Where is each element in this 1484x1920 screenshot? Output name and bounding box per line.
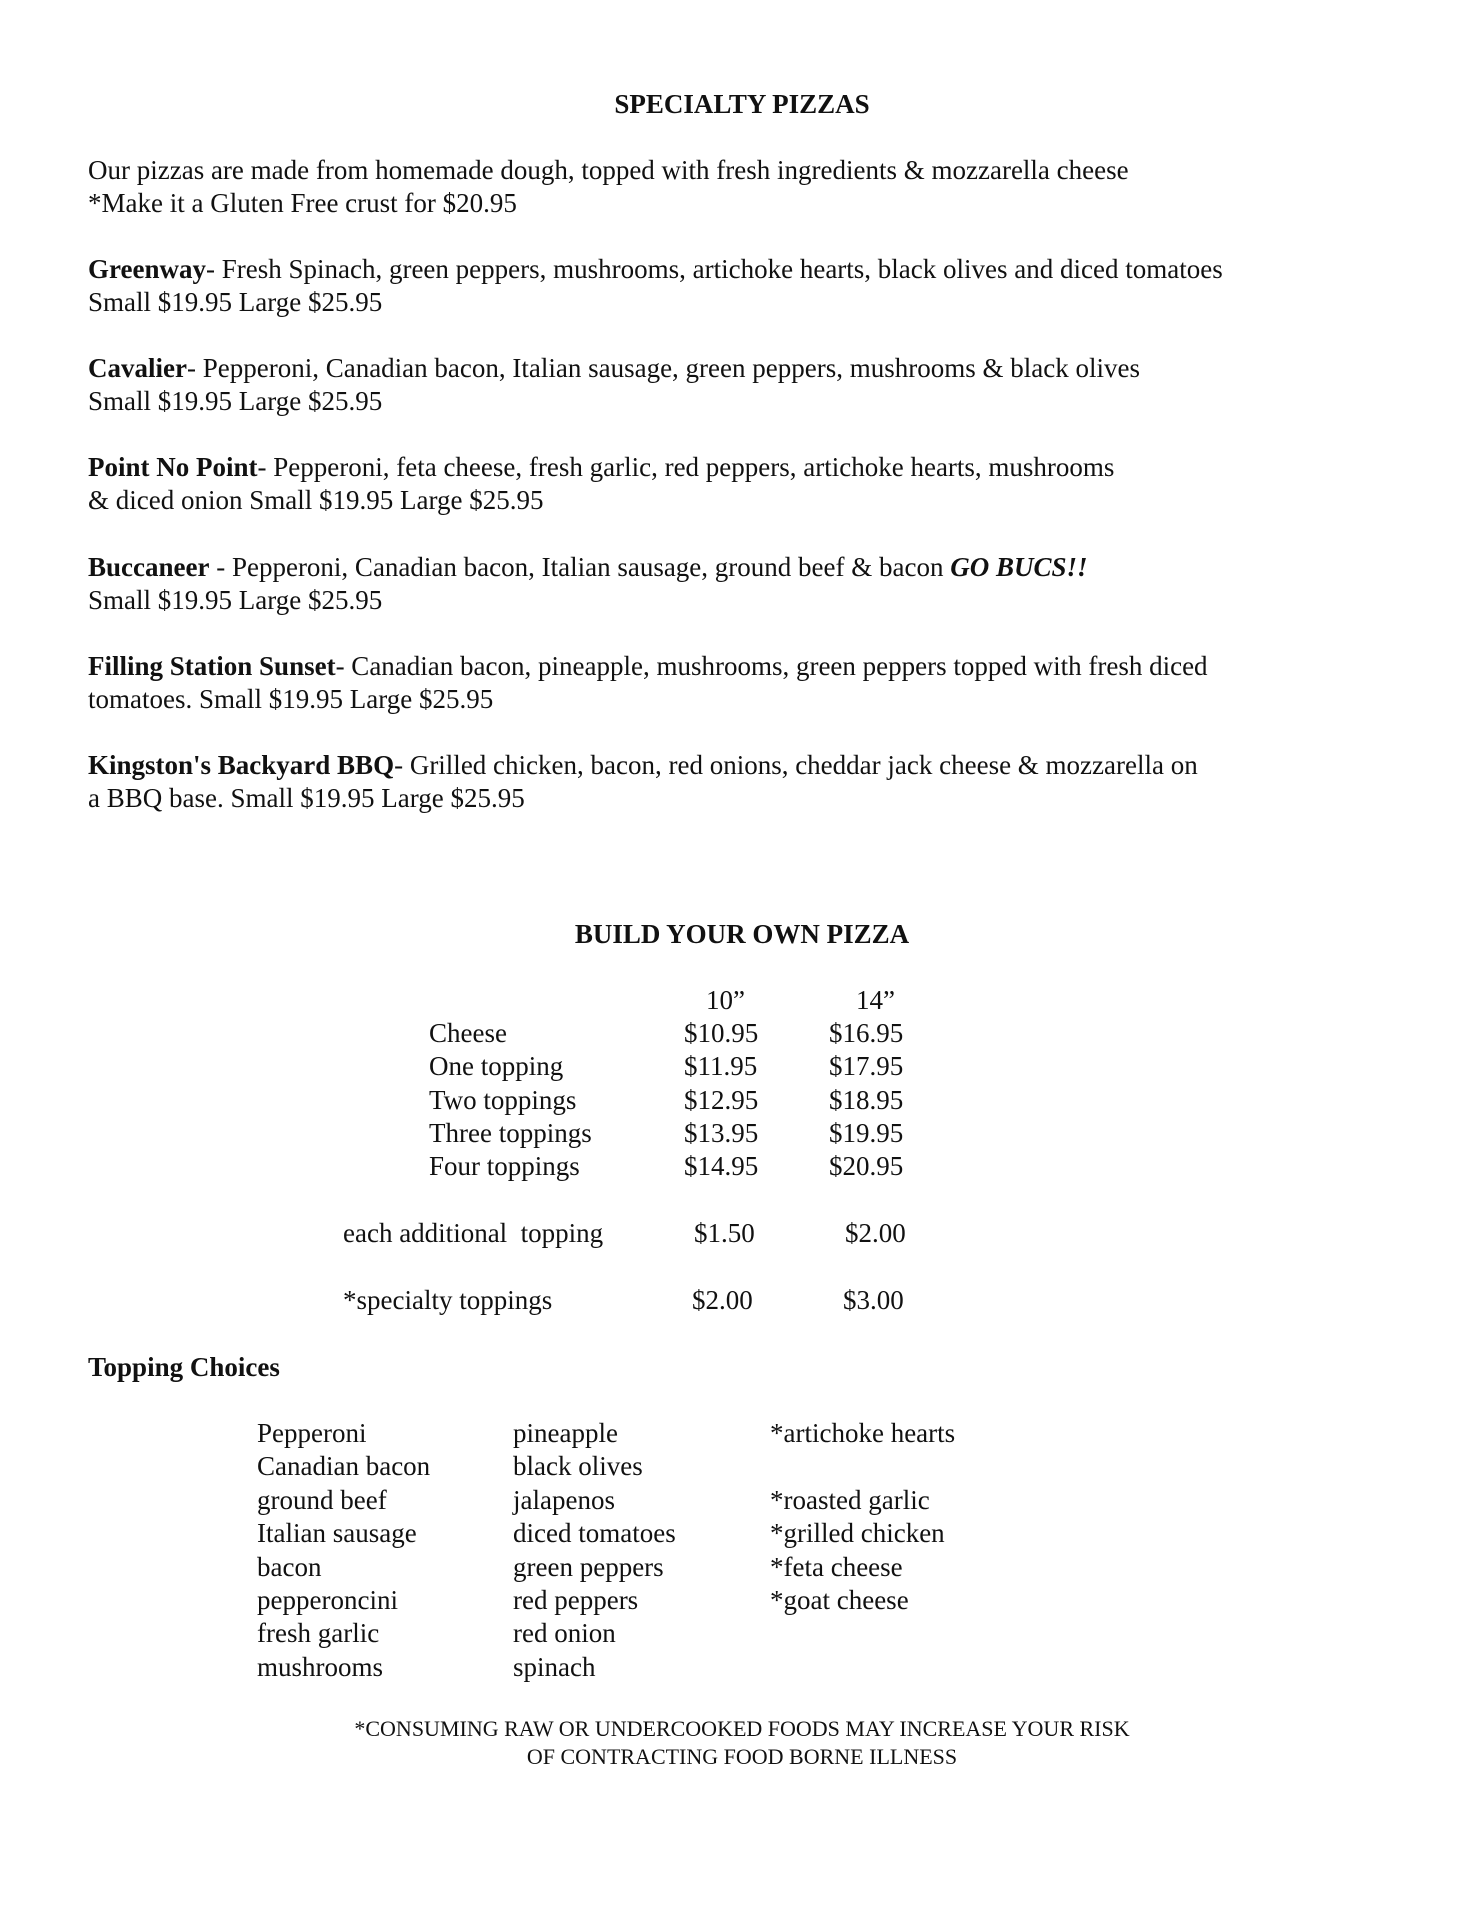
gluten-free-note: *Make it a Gluten Free crust for $20.95 xyxy=(88,188,517,218)
specialty-intro xyxy=(88,154,1408,220)
pizza-desc-line xyxy=(88,451,1408,484)
pizza-buccaneer xyxy=(88,551,1408,617)
food-safety-disclaimer xyxy=(0,1715,1484,1771)
price-row xyxy=(0,1117,1484,1150)
size-header-row xyxy=(0,984,1484,1017)
topping-item: green peppers xyxy=(513,1551,664,1582)
pizza-name: Buccaneer xyxy=(88,552,210,582)
pizza-description: - Fresh Spinach, green peppers, mushrooms, artichoke hearts, black olives and diced tomatoes xyxy=(205,254,1223,284)
pizza-name: Kingston's Backyard BBQ xyxy=(88,750,395,780)
pizza-filling-station-sunset xyxy=(88,650,1408,716)
topping-item: pepperoncini xyxy=(257,1585,398,1616)
price-small: $13.95 xyxy=(684,1118,759,1148)
pizza-desc-line xyxy=(88,253,1408,286)
topping-spacer xyxy=(770,1450,955,1483)
pizza-cavalier xyxy=(88,352,1408,418)
pizza-price: a BBQ base. Small $19.95 Large $25.95 xyxy=(88,783,525,813)
price-large: $16.95 xyxy=(829,1018,904,1048)
price-row-label: Three toppings xyxy=(429,1118,592,1148)
topping-item: *feta cheese xyxy=(770,1551,903,1582)
additional-price-large: $2.00 xyxy=(845,1218,906,1248)
build-your-own-title: BUILD YOUR OWN PIZZA xyxy=(574,919,910,949)
price-large: $19.95 xyxy=(829,1118,904,1148)
toppings-column-veggies xyxy=(513,1417,676,1684)
topping-item: *artichoke hearts xyxy=(770,1418,956,1448)
pizza-desc-line xyxy=(88,650,1408,683)
pizza-name: Greenway xyxy=(88,254,206,284)
pizza-description: - Pepperoni, Canadian bacon, Italian sausage, ground beef & bacon xyxy=(209,552,951,582)
specialty-price-large: $3.00 xyxy=(843,1285,904,1315)
topping-item: ground beef xyxy=(257,1484,387,1515)
price-row-label: One topping xyxy=(429,1051,564,1081)
topping-item: Italian sausage xyxy=(257,1518,417,1549)
topping-item: spinach xyxy=(513,1651,596,1682)
pizza-description: - Grilled chicken, bacon, red onions, cheddar jack cheese & mozzarella on xyxy=(394,750,1198,780)
size-large-header: 14” xyxy=(856,985,895,1015)
pizza-slogan: GO BUCS!! xyxy=(950,552,1088,582)
pizza-desc-line xyxy=(88,749,1408,782)
disclaimer-line: *CONSUMING RAW OR UNDERCOOKED FOODS MAY INCREASE YOUR RISK xyxy=(354,1716,1130,1741)
pizza-desc-line xyxy=(88,551,1408,584)
price-row xyxy=(0,1084,1484,1117)
topping-item: *goat cheese xyxy=(770,1585,909,1616)
additional-price-small: $1.50 xyxy=(694,1218,755,1248)
topping-item: red onion xyxy=(513,1618,616,1649)
pizza-price: tomatoes. Small $19.95 Large $25.95 xyxy=(88,684,494,714)
pizza-price: Small $19.95 Large $25.95 xyxy=(88,386,383,416)
pizza-kingstons-backyard-bbq xyxy=(88,749,1408,815)
pizza-description: - Pepperoni, feta cheese, fresh garlic, red peppers, artichoke hearts, mushrooms xyxy=(257,452,1115,482)
topping-item: Pepperoni xyxy=(257,1418,367,1448)
topping-item: fresh garlic xyxy=(257,1618,380,1649)
pizza-name: Filling Station Sunset xyxy=(88,651,336,681)
topping-item: black olives xyxy=(513,1451,643,1482)
additional-topping-row xyxy=(0,1217,1484,1250)
pizza-description: - Canadian bacon, pineapple, mushrooms, green peppers topped with fresh diced xyxy=(335,651,1208,681)
topping-item: bacon xyxy=(257,1551,322,1582)
topping-item: jalapenos xyxy=(513,1484,615,1515)
toppings-column-meats xyxy=(257,1417,430,1684)
price-small: $14.95 xyxy=(684,1151,759,1181)
price-small: $11.95 xyxy=(684,1051,758,1081)
pizza-price: & diced onion Small $19.95 Large $25.95 xyxy=(88,485,544,515)
toppings-column-specialty xyxy=(770,1417,955,1617)
disclaimer-line: OF CONTRACTING FOOD BORNE ILLNESS xyxy=(526,1744,958,1769)
additional-topping-label: each additional topping xyxy=(343,1218,604,1248)
pizza-point-no-point xyxy=(88,451,1408,517)
pizza-greenway xyxy=(88,253,1408,319)
pizza-description: - Pepperoni, Canadian bacon, Italian sausage, green peppers, mushrooms & black olives xyxy=(186,353,1140,383)
price-large: $17.95 xyxy=(829,1051,904,1081)
price-large: $20.95 xyxy=(829,1151,904,1181)
price-row-label: Four toppings xyxy=(429,1151,580,1181)
price-row xyxy=(0,1050,1484,1083)
specialty-topping-row xyxy=(0,1284,1484,1317)
size-small-header: 10” xyxy=(706,985,745,1015)
price-row xyxy=(0,1017,1484,1050)
pizza-price: Small $19.95 Large $25.95 xyxy=(88,287,383,317)
pizza-desc-line xyxy=(88,352,1408,385)
price-row-label: Cheese xyxy=(429,1018,507,1048)
specialty-price-small: $2.00 xyxy=(692,1285,753,1315)
specialty-topping-label: *specialty toppings xyxy=(343,1285,553,1315)
topping-choices-title: Topping Choices xyxy=(88,1352,280,1382)
topping-item: *roasted garlic xyxy=(770,1484,930,1515)
intro-line: Our pizzas are made from homemade dough, topped with fresh ingredients & mozzarella cheese xyxy=(88,155,1129,185)
topping-item: diced tomatoes xyxy=(513,1518,676,1549)
price-large: $18.95 xyxy=(829,1085,904,1115)
specialty-pizzas-title: SPECIALTY PIZZAS xyxy=(614,89,870,119)
pizza-name: Point No Point xyxy=(88,452,258,482)
price-small: $10.95 xyxy=(684,1018,759,1048)
price-row xyxy=(0,1150,1484,1183)
topping-item: pineapple xyxy=(513,1418,618,1448)
pizza-price: Small $19.95 Large $25.95 xyxy=(88,585,383,615)
topping-item: *grilled chicken xyxy=(770,1518,945,1549)
topping-item: mushrooms xyxy=(257,1651,384,1682)
topping-item: Canadian bacon xyxy=(257,1451,431,1482)
pizza-name: Cavalier xyxy=(88,353,187,383)
price-row-label: Two toppings xyxy=(429,1085,577,1115)
price-small: $12.95 xyxy=(684,1085,759,1115)
topping-item: red peppers xyxy=(513,1585,639,1616)
